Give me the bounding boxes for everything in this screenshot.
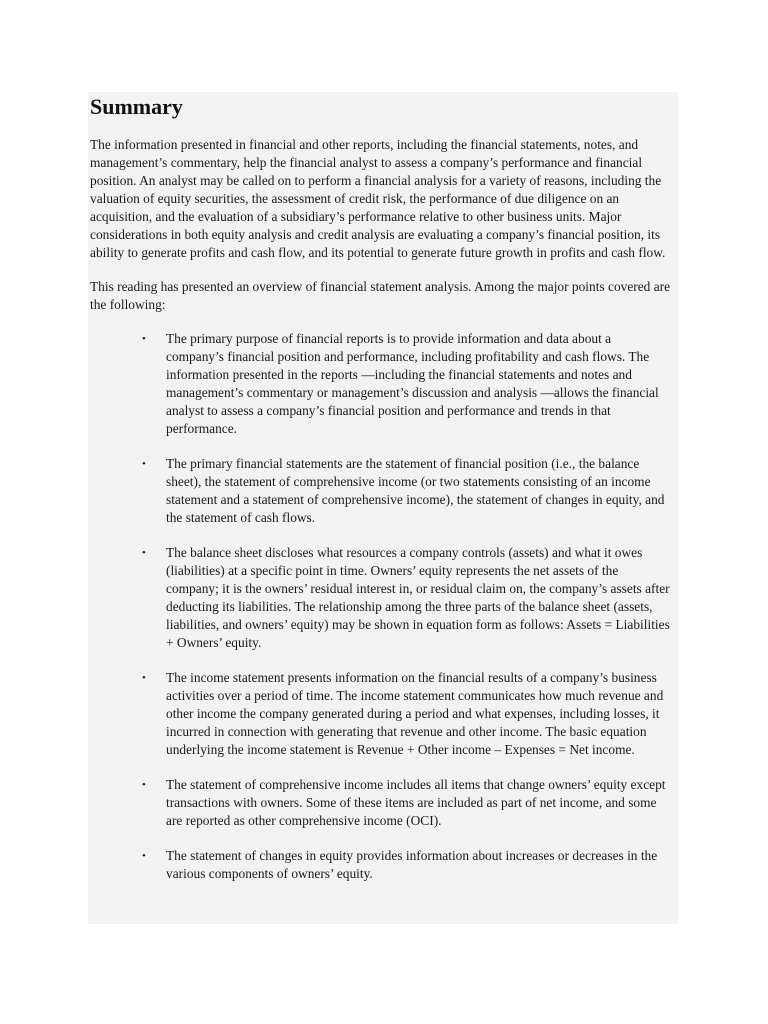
bullet-icon: • bbox=[142, 458, 146, 470]
list-item-text: The primary purpose of financial reports is to provide information and data about a company’s financial position and performance, including profitability and cash flows. The information presented in the reports —including the financial statements and notes and management’s commentary or management’s discussion and analysis —allows the financial analyst to assess a company’s financial position and performance and trends in that performance. bbox=[166, 331, 659, 436]
list-item-text: The balance sheet discloses what resources a company controls (assets) and what it owes (liabilities) at a specific point in time. Owners’ equity represents the net assets of the company; it is the owners’ residual interest in, or residual claim on, the company’s assets after deducting its liabilities. The relationship among the three parts of the balance sheet (assets, liabilities, and owners’ equity) may be shown in equation form as follows: Assets = Liabilities + Owners’ equity. bbox=[166, 545, 670, 650]
list-item bbox=[90, 544, 676, 652]
page-title: Summary bbox=[90, 94, 183, 119]
list-item-text: The statement of changes in equity provides information about increases or decreases in the various components of owners’ equity. bbox=[166, 848, 658, 881]
list-item-text: The statement of comprehensive income includes all items that change owners’ equity except transactions with owners. Some of these items are included as part of net income, and some are reported as other comprehensive income (OCI). bbox=[166, 777, 666, 828]
list-item-text: The income statement presents information on the financial results of a company’s business activities over a period of time. The income statement communicates how much revenue and other income the company generated during a period and what expenses, including losses, it incurred in connection with generating that revenue and other income. The basic equation underlying the income statement is Revenue + Other income – Expenses = Net income. bbox=[166, 670, 664, 757]
bullet-icon: • bbox=[142, 779, 146, 791]
summary-section bbox=[90, 94, 676, 900]
bullet-icon: • bbox=[142, 850, 146, 862]
major-points-list bbox=[90, 330, 676, 883]
overview-paragraph: This reading has presented an overview of financial statement analysis. Among the major points covered are the following: bbox=[90, 279, 671, 312]
bullet-icon: • bbox=[142, 547, 146, 559]
list-item bbox=[90, 455, 676, 527]
list-item bbox=[90, 669, 676, 759]
list-item bbox=[90, 330, 676, 438]
list-item bbox=[90, 847, 676, 883]
bullet-icon: • bbox=[142, 333, 146, 345]
list-item bbox=[90, 776, 676, 830]
bullet-icon: • bbox=[142, 672, 146, 684]
list-item-text: The primary financial statements are the statement of financial position (i.e., the balance sheet), the statement of comprehensive income (or two statements consisting of an income statement and a statement of comprehensive income), the statement of changes in equity, and the statement of cash flows. bbox=[166, 456, 665, 525]
intro-paragraph: The information presented in financial and other reports, including the financial statements, notes, and management’s commentary, help the financial analyst to assess a company’s performance and financial position. An analyst may be called on to perform a financial analysis for a variety of reasons, including the valuation of equity securities, the assessment of credit risk, the performance of due diligence on an acquisition, and the evaluation of a subsidiary’s performance relative to other business units. Major considerations in both equity analysis and credit analysis are evaluating a company’s financial position, its ability to generate profits and cash flow, and its potential to generate future growth in profits and cash flow. bbox=[90, 137, 666, 260]
